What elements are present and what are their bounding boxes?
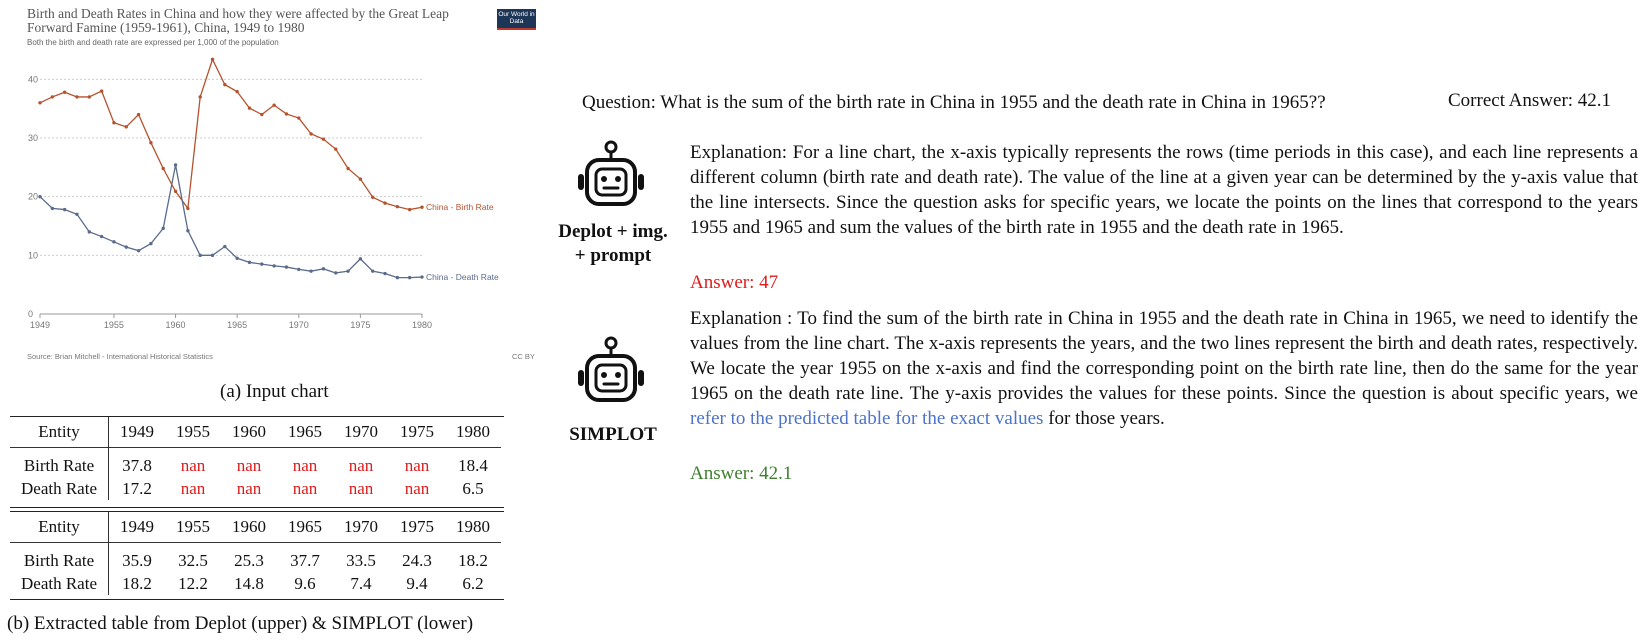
y-tick-label: 0 — [28, 309, 34, 319]
table-header-year: 1960 — [221, 512, 277, 543]
y-tick-label: 20 — [28, 191, 39, 202]
data-point — [38, 195, 41, 198]
table-cell-value: nan — [180, 455, 206, 475]
x-tick-label: 1980 — [411, 320, 433, 330]
data-point — [248, 106, 251, 109]
table-cell-value: nan — [236, 478, 262, 498]
table-row — [10, 477, 501, 500]
data-point — [322, 267, 325, 270]
chart-subtitle: Both the birth and death rate are expressed per 1,000 of the population — [27, 38, 279, 47]
table-cell-value: 25.3 — [234, 550, 264, 570]
table-header-entity: Entity — [10, 512, 109, 543]
table-header-year: 1955 — [165, 417, 221, 448]
chart-title: Birth and Death Rates in China and how they were affected by the Great Leap Forward Famine (1959-1961), China, 1949 to 1980 — [27, 6, 449, 35]
simplot-explanation-before: Explanation : To find the sum of the birth rate in China in 1955 and the death rate in China in 1965, we need to identify the values from the line chart. The x-axis represents the years, and the two lines represent the birth and death rates, respectively. We locate the year 1955 on the x-axis and find the corresponding point on the birth rate line, then do the same for the year 1965 on the death rate line. The y-axis provides the values for these points. Since the question is about specific years, we — [690, 308, 1638, 404]
table-caption: (b) Extracted table from Deplot (upper) & SIMPLOT (lower) — [7, 613, 474, 634]
data-point — [346, 269, 349, 272]
data-point — [248, 261, 251, 264]
data-point — [51, 95, 54, 98]
chart-source: Source: Brian Mitchell - International Historical Statistics — [27, 352, 213, 361]
deplot-explanation-text: Explanation: For a line chart, the x-axis typically represents the rows (time periods in this case), and each line represents a different column (birth rate and death rate). The value of the line at a given year can be determined by the y-axis value that the line intersects. Since the question asks for specific years, we locate the points on the lines that correspond to the years 1955 and 1965 and sum the values of the birth rate in 1955 and the death rate in 1965. — [690, 142, 1638, 238]
table-cell-entity: Death Rate — [10, 477, 109, 500]
data-point — [235, 257, 238, 260]
table-header-year: 1970 — [333, 417, 389, 448]
table-cell-value: 35.9 — [122, 550, 152, 570]
table-cell-value: 14.8 — [234, 573, 264, 593]
table-cell-value: 33.5 — [346, 550, 376, 570]
table-header-year: 1965 — [277, 512, 333, 543]
data-point — [285, 112, 288, 115]
data-point — [371, 196, 374, 199]
line-chart-svg — [0, 50, 545, 350]
table-cell-value: 7.4 — [350, 573, 372, 593]
table-header-year: 1960 — [221, 417, 277, 448]
extracted-tables — [10, 416, 504, 600]
robot-icon — [573, 140, 649, 212]
table-cell-value: 6.5 — [462, 478, 484, 498]
data-point — [272, 264, 275, 267]
table-cell-value: 18.2 — [458, 550, 488, 570]
table-cell-entity: Death Rate — [10, 572, 109, 595]
data-point — [322, 137, 325, 140]
deplot-label-line2: + prompt — [574, 245, 652, 266]
table-cell-value: nan — [404, 478, 430, 498]
table-cell-value: 9.4 — [406, 573, 428, 593]
x-tick-label: 1960 — [165, 320, 186, 330]
data-point — [112, 240, 115, 243]
table-cell-value: 9.6 — [294, 573, 316, 593]
data-point — [88, 95, 91, 98]
data-point — [75, 213, 78, 216]
data-point — [51, 207, 54, 210]
y-tick-label: 40 — [28, 74, 39, 85]
data-point — [408, 208, 411, 211]
table-bottom-rule — [10, 599, 504, 600]
x-tick-label: 1970 — [288, 320, 309, 330]
data-point — [100, 89, 103, 92]
data-point — [260, 262, 263, 265]
data-point — [223, 245, 226, 248]
data-point — [420, 206, 423, 209]
deplot-answer: Answer: 47 — [690, 272, 779, 293]
data-point — [137, 249, 140, 252]
y-tick-label: 30 — [28, 133, 39, 143]
data-point — [297, 268, 300, 271]
correct-answer: Correct Answer: 42.1 — [1448, 90, 1612, 111]
simplot-table — [10, 512, 501, 595]
table-header-year: 1949 — [109, 417, 166, 448]
data-point — [334, 147, 337, 150]
data-point — [198, 254, 201, 257]
data-point — [383, 201, 386, 204]
table-cell-value: 18.2 — [122, 573, 152, 593]
table-header-year: 1980 — [445, 417, 501, 448]
series-label: China - Birth Rate — [426, 202, 494, 213]
series-line — [40, 165, 422, 278]
data-point — [174, 163, 177, 166]
deplot-label-line1: Deplot + img. — [558, 221, 668, 242]
table-cell-value: 12.2 — [178, 573, 208, 593]
data-point — [149, 242, 152, 245]
data-point — [125, 125, 128, 128]
series-line — [40, 59, 422, 209]
y-tick-label: 10 — [28, 250, 39, 261]
table-cell-value: nan — [180, 478, 206, 498]
table-cell-entity: Birth Rate — [10, 448, 109, 478]
input-chart — [0, 0, 545, 372]
data-point — [137, 113, 140, 116]
data-point — [371, 269, 374, 272]
table-header-year: 1975 — [389, 417, 445, 448]
data-point — [186, 229, 189, 232]
data-point — [420, 275, 423, 278]
table-cell-entity: Birth Rate — [10, 543, 109, 573]
data-point — [198, 95, 201, 98]
data-point — [359, 177, 362, 180]
deplot-explanation — [690, 140, 1638, 240]
deplot-label — [548, 220, 678, 268]
data-point — [285, 265, 288, 268]
table-header-year: 1975 — [389, 512, 445, 543]
table-cell-value: nan — [292, 478, 318, 498]
data-point — [359, 257, 362, 260]
simplot-answer: Answer: 42.1 — [690, 463, 793, 484]
data-point — [149, 141, 152, 144]
data-point — [162, 227, 165, 230]
table-header-year: 1949 — [109, 512, 166, 543]
table-cell-value: nan — [236, 455, 262, 475]
data-point — [75, 95, 78, 98]
data-point — [162, 167, 165, 170]
data-point — [260, 113, 263, 116]
table-header-year: 1970 — [333, 512, 389, 543]
data-point — [186, 207, 189, 210]
data-point — [346, 167, 349, 170]
x-tick-label: 1975 — [350, 320, 371, 330]
x-tick-label: 1949 — [29, 320, 51, 330]
table-cell-value: 37.7 — [290, 550, 320, 570]
data-point — [408, 276, 411, 279]
table-cell-value: 17.2 — [122, 478, 152, 498]
table-row — [10, 543, 501, 573]
table-row — [10, 448, 501, 478]
data-point — [235, 90, 238, 93]
data-point — [100, 235, 103, 238]
data-point — [309, 269, 312, 272]
data-point — [112, 121, 115, 124]
table-cell-value: 24.3 — [402, 550, 432, 570]
data-point — [334, 271, 337, 274]
table-cell-value: nan — [292, 455, 318, 475]
table-cell-value: 37.8 — [122, 455, 152, 475]
robot-icon — [573, 336, 649, 408]
data-point — [88, 230, 91, 233]
data-point — [383, 272, 386, 275]
table-header-year: 1965 — [277, 417, 333, 448]
table-cell-value: 18.4 — [458, 455, 488, 475]
chart-caption: (a) Input chart — [220, 381, 329, 402]
table-header-year: 1955 — [165, 512, 221, 543]
data-point — [396, 205, 399, 208]
data-point — [63, 91, 66, 94]
table-row — [10, 572, 501, 595]
data-point — [223, 83, 226, 86]
deplot-table — [10, 417, 501, 500]
x-tick-label: 1955 — [103, 320, 124, 330]
series-label: China - Death Rate — [426, 272, 499, 283]
question-text: Question: What is the sum of the birth rate in China in 1955 and the death rate in China in 1965?? — [582, 92, 1326, 113]
data-point — [297, 116, 300, 119]
table-cell-value: nan — [348, 455, 374, 475]
data-point — [125, 245, 128, 248]
data-point — [211, 58, 214, 61]
x-tick-label: 1965 — [227, 320, 248, 330]
owid-logo: Our World in Data — [497, 9, 536, 30]
table-header-year: 1980 — [445, 512, 501, 543]
data-point — [211, 254, 214, 257]
simplot-label: SIMPLOT — [569, 424, 657, 445]
table-cell-value: nan — [348, 478, 374, 498]
data-point — [174, 190, 177, 193]
table-cell-value: nan — [404, 455, 430, 475]
simplot-explanation-highlight: refer to the predicted table for the exact values — [690, 408, 1044, 429]
data-point — [272, 103, 275, 106]
table-cell-value: 6.2 — [462, 573, 484, 593]
data-point — [63, 208, 66, 211]
data-point — [309, 132, 312, 135]
table-cell-value: 32.5 — [178, 550, 208, 570]
simplot-explanation-after: for those years. — [1043, 408, 1165, 429]
chart-license: CC BY — [512, 352, 535, 361]
data-point — [38, 101, 41, 104]
simplot-explanation — [690, 306, 1638, 431]
data-point — [396, 276, 399, 279]
table-header-entity: Entity — [10, 417, 109, 448]
